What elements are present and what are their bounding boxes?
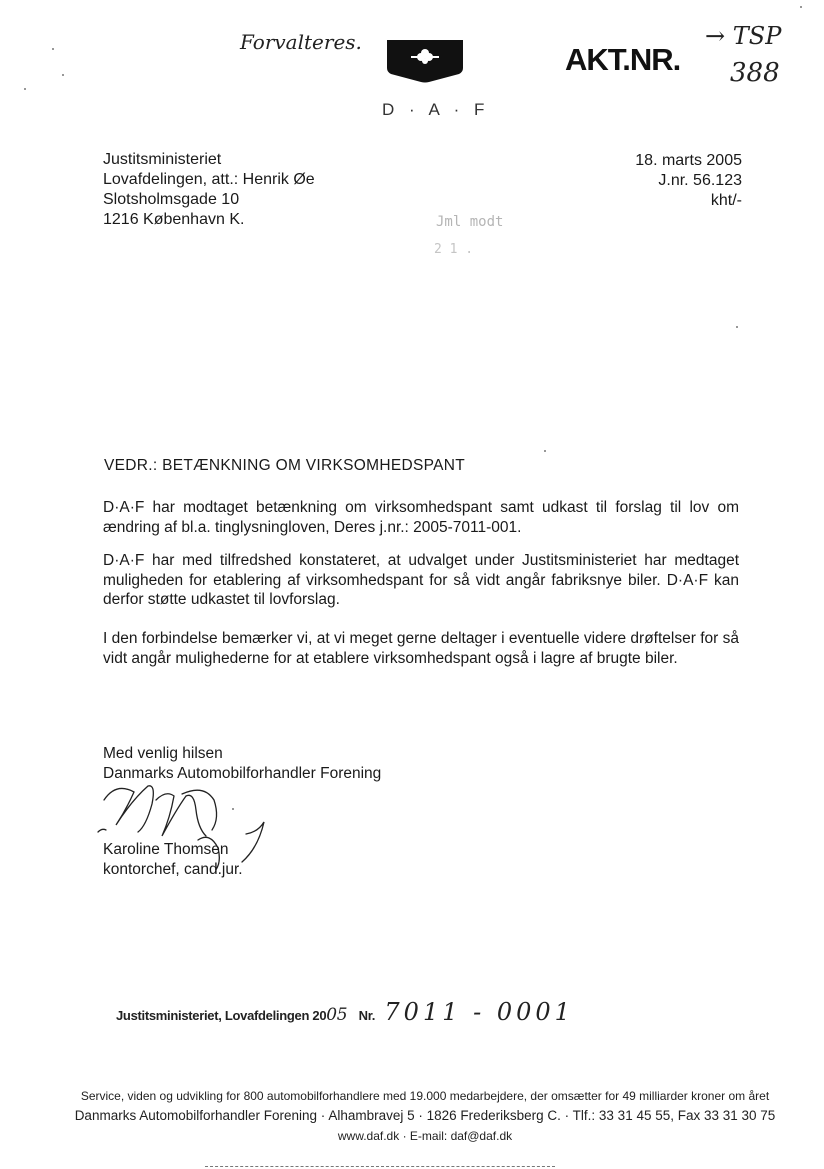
scan-speck [232,808,234,810]
scan-speck [24,88,26,90]
address-line: Slotsholmsgade 10 [103,191,240,208]
daf-logo [385,38,465,84]
address-line: Justitsministeriet [103,151,222,168]
signer-name: Karoline Thomsen [103,841,229,858]
recipient-address [103,150,315,230]
body-paragraph: D·A·F har modtaget betænkning om virksomhedspant samt udkast til forslag til lov om ændring af bl.a. tinglysningloven, Deres j.nr.: 2005-7011-001. [103,499,739,536]
scan-speck [736,326,738,328]
journal-year-handwritten: 05 [326,1005,348,1025]
closing-greeting: Med venlig hilsen [103,745,223,762]
footer-rule [205,1166,555,1167]
address-line: 1216 København K. [103,211,245,228]
footer-tagline: Service, viden og udvikling for 800 automobilforhandlere med 19.000 medarbejdere, der omsætter for 49 milliarder kroner om året [80,1089,770,1103]
letter-subject: VEDR.: BETÆNKNING OM VIRKSOMHEDSPANT [104,457,466,474]
author-initials: kht/- [710,192,742,209]
scan-speck [52,48,54,50]
sender-organization: Danmarks Automobilforhandler Forening [103,764,382,782]
signer-block [103,840,243,879]
letter-date: 18. marts 2005 [635,152,742,169]
journal-stamp-label: Justitsministeriet, Lovafdelingen [116,1008,310,1023]
received-stamp: Jml modt [436,214,504,230]
letter-meta [560,151,742,211]
scan-speck [544,450,546,452]
akt-nr-stamp: AKT.NR. [565,42,681,77]
body-paragraph: I den forbindelse bemærker vi, at vi meget gerne deltager i eventuelle videre drøftelser for så vidt angår mulighederne for at etablere virksomhedspant også i lagre af brugte biler. [103,630,739,667]
scan-speck [62,74,64,76]
letterhead-footer [40,1086,810,1146]
footer-address: Danmarks Automobilforhandler Forening · Alhambravej 5 · 1826 Frederiksberg C. · Tlf.: 33 31 45 55, Fax 33 31 30 75 [74,1108,776,1123]
signer-title: kontorchef, cand.jur. [103,860,243,878]
journal-year-printed: 20 [312,1008,327,1023]
received-stamp-date: 2 1 . [434,242,474,257]
scan-speck [800,6,802,8]
akt-number-handwritten: 388 [730,58,780,88]
journal-number-handwritten: 7011 - 0001 [384,998,574,1026]
handwritten-routing: → TSP [705,22,782,50]
footer-contact: www.daf.dk · E-mail: daf@daf.dk [337,1129,513,1143]
address-line: Lovafdelingen, att.: Henrik Øe [103,171,315,188]
journal-stamp [116,998,574,1026]
journal-number: J.nr. 56.123 [658,172,742,189]
handwritten-note: Forvalteres. [240,30,362,54]
body-paragraph: D·A·F har med tilfredshed konstateret, at udvalget under Justitsministeriet har medtaget muligheden for etablering af virksomhedspant for så vidt angår fabriksnye biler. D·A·F kan derfor støtte udkastet til lovforslag. [103,552,739,608]
journal-nr-label: Nr. [358,1008,376,1023]
org-initials: D · A · F [382,100,487,119]
